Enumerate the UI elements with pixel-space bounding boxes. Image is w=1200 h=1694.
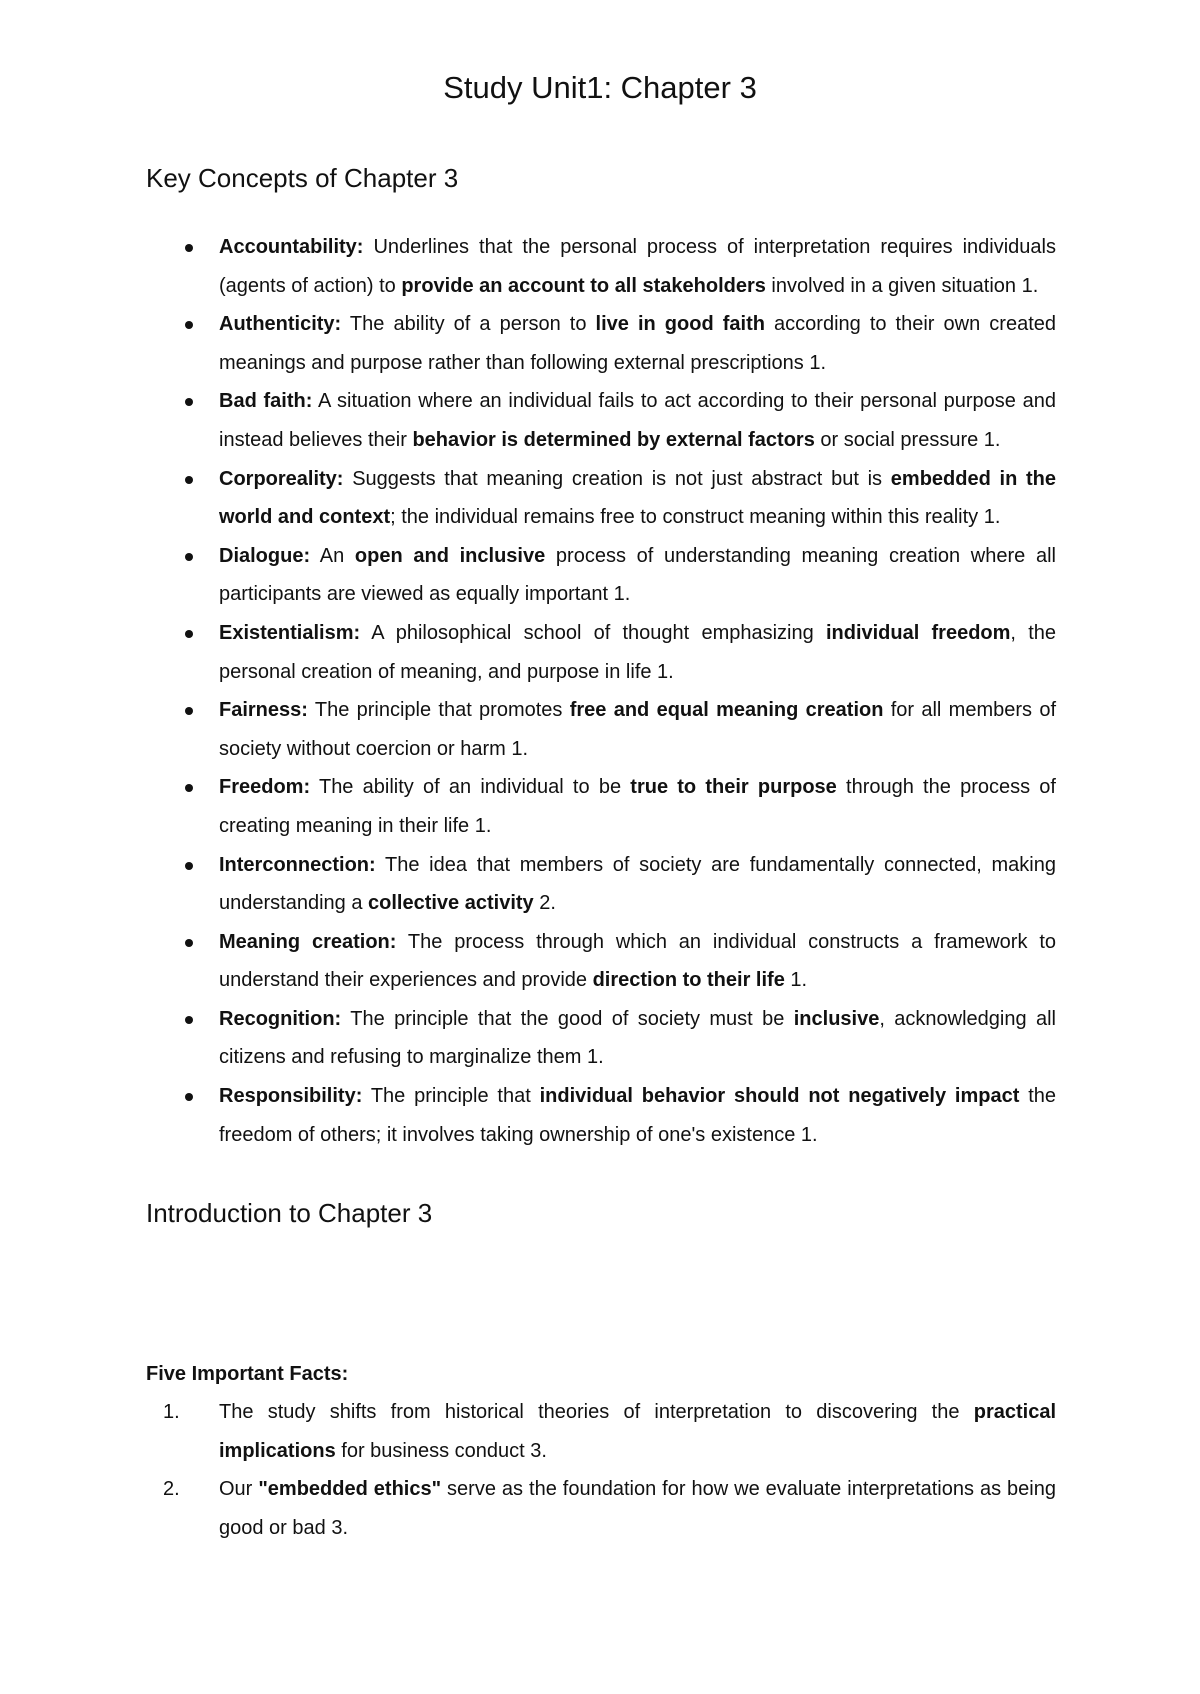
- fact-emphasis: "embedded ethics": [258, 1478, 442, 1501]
- fact-number: 2.: [163, 1478, 180, 1501]
- concept-term: Recognition:: [219, 1007, 342, 1030]
- concept-text: involved in a given situation 1.: [765, 274, 1039, 297]
- list-item: [146, 1470, 1056, 1547]
- concept-text: 1.: [784, 969, 808, 992]
- concept-text: The idea that members of society are fundamentally connected, making understanding a: [219, 853, 1056, 915]
- concept-text: Underlines that the personal process of interpretation requires individuals (agents of action) to: [219, 236, 1056, 297]
- concept-term: Corporeality:: [219, 467, 344, 490]
- concept-emphasis: provide an account to all stakeholders: [401, 274, 766, 297]
- bullet-icon: [185, 321, 193, 329]
- concept-text: The principle that promotes: [307, 699, 570, 722]
- concept-emphasis: embedded in the world and context: [219, 467, 1057, 529]
- concept-text: or social pressure 1.: [814, 428, 1001, 451]
- concept-text: The process through which an individual constructs a framework to understand their experiences and provide: [219, 930, 1056, 992]
- list-item: [146, 382, 1056, 459]
- bullet-icon: [185, 244, 193, 252]
- fact-text: for business conduct 3.: [335, 1439, 547, 1462]
- bullet-icon: [185, 553, 193, 561]
- concept-emphasis: behavior is determined by external factors: [412, 428, 815, 451]
- concept-emphasis: inclusive: [793, 1007, 880, 1030]
- list-item: [146, 846, 1056, 923]
- concept-text: process of understanding meaning creation where all participants are viewed as equally important 1.: [219, 544, 1056, 606]
- fact-text: serve as the foundation for how we evaluate interpretations as being good or bad 3.: [219, 1478, 1056, 1539]
- concept-term: Existentialism:: [219, 621, 361, 644]
- concept-text: A situation where an individual fails to act according to their personal purpose and instead believes their: [219, 390, 1057, 451]
- concept-text: through the process of creating meaning in their life 1.: [219, 776, 1056, 837]
- bullet-icon: [185, 630, 193, 638]
- list-item: [146, 1077, 1056, 1154]
- list-item: [146, 460, 1056, 537]
- list-item: [146, 228, 1056, 305]
- concept-text: according to their own created meanings and purpose rather than following external prescriptions 1.: [219, 313, 1056, 374]
- concept-emphasis: live in good faith: [595, 313, 765, 336]
- list-item: [146, 305, 1056, 382]
- concept-term: Bad faith:: [219, 390, 313, 413]
- concept-emphasis: individual freedom: [825, 621, 1011, 644]
- concept-text: for all members of society without coercion or harm 1.: [219, 699, 1056, 760]
- list-item: [146, 1393, 1056, 1470]
- fact-emphasis: practical implications: [219, 1401, 1056, 1462]
- list-item: [146, 923, 1056, 1000]
- fact-number: 1.: [163, 1401, 180, 1423]
- bullet-icon: [185, 707, 193, 715]
- concept-term: Fairness:: [219, 699, 308, 722]
- facts-list: [146, 1393, 1056, 1547]
- key-concepts-heading: Key Concepts of Chapter 3: [146, 163, 459, 193]
- concept-emphasis: free and equal meaning creation: [569, 699, 884, 722]
- concept-term: Responsibility:: [219, 1085, 363, 1108]
- bullet-icon: [185, 939, 193, 947]
- concept-emphasis: true to their purpose: [630, 776, 837, 799]
- concept-text: A philosophical school of thought emphasizing: [360, 621, 826, 644]
- list-item: [146, 768, 1056, 845]
- list-item: [146, 691, 1056, 768]
- concept-text: , acknowledging all citizens and refusing to marginalize them 1.: [219, 1007, 1056, 1069]
- concept-term: Dialogue:: [219, 544, 311, 567]
- list-item: [146, 537, 1056, 614]
- concept-term: Accountability:: [219, 236, 364, 258]
- facts-label: Five Important Facts:: [146, 1363, 349, 1385]
- concept-emphasis: individual behavior should not negatively impact: [539, 1085, 1020, 1108]
- bullet-icon: [185, 1093, 193, 1101]
- list-item: [146, 1000, 1056, 1077]
- concept-text: , the personal creation of meaning, and purpose in life 1.: [219, 621, 1056, 683]
- concept-text: The principle that the good of society must be: [341, 1007, 794, 1030]
- fact-text: Our: [219, 1478, 259, 1501]
- concept-term: Freedom:: [219, 776, 311, 799]
- concept-text: 2.: [533, 892, 556, 915]
- concept-term: Meaning creation:: [219, 930, 397, 953]
- fact-text: The study shifts from historical theories of interpretation to discovering the: [219, 1401, 974, 1423]
- concept-text: The principle that: [362, 1085, 540, 1108]
- concept-text: ; the individual remains free to construct meaning within this reality 1.: [390, 506, 1001, 529]
- introduction-heading: Introduction to Chapter 3: [146, 1198, 433, 1228]
- concept-text: Suggests that meaning creation is not just abstract but is: [343, 467, 891, 490]
- concept-emphasis: direction to their life: [592, 969, 785, 992]
- document-title: Study Unit1: Chapter 3: [443, 70, 757, 105]
- concept-text: The ability of a person to: [341, 313, 596, 336]
- bullet-icon: [185, 784, 193, 792]
- concept-term: Interconnection:: [219, 853, 376, 876]
- concept-text: The ability of an individual to be: [310, 776, 631, 799]
- list-item: [146, 614, 1056, 691]
- bullet-icon: [185, 1016, 193, 1024]
- bullet-icon: [185, 476, 193, 484]
- bullet-icon: [185, 398, 193, 406]
- concept-term: Authenticity:: [219, 313, 342, 336]
- bullet-icon: [185, 862, 193, 870]
- key-concepts-list: [146, 228, 1056, 1154]
- concept-emphasis: open and inclusive: [354, 544, 546, 567]
- concept-emphasis: collective activity: [368, 892, 534, 915]
- concept-text: the freedom of others; it involves taking ownership of one's existence 1.: [219, 1085, 1057, 1146]
- concept-text: An: [310, 544, 355, 567]
